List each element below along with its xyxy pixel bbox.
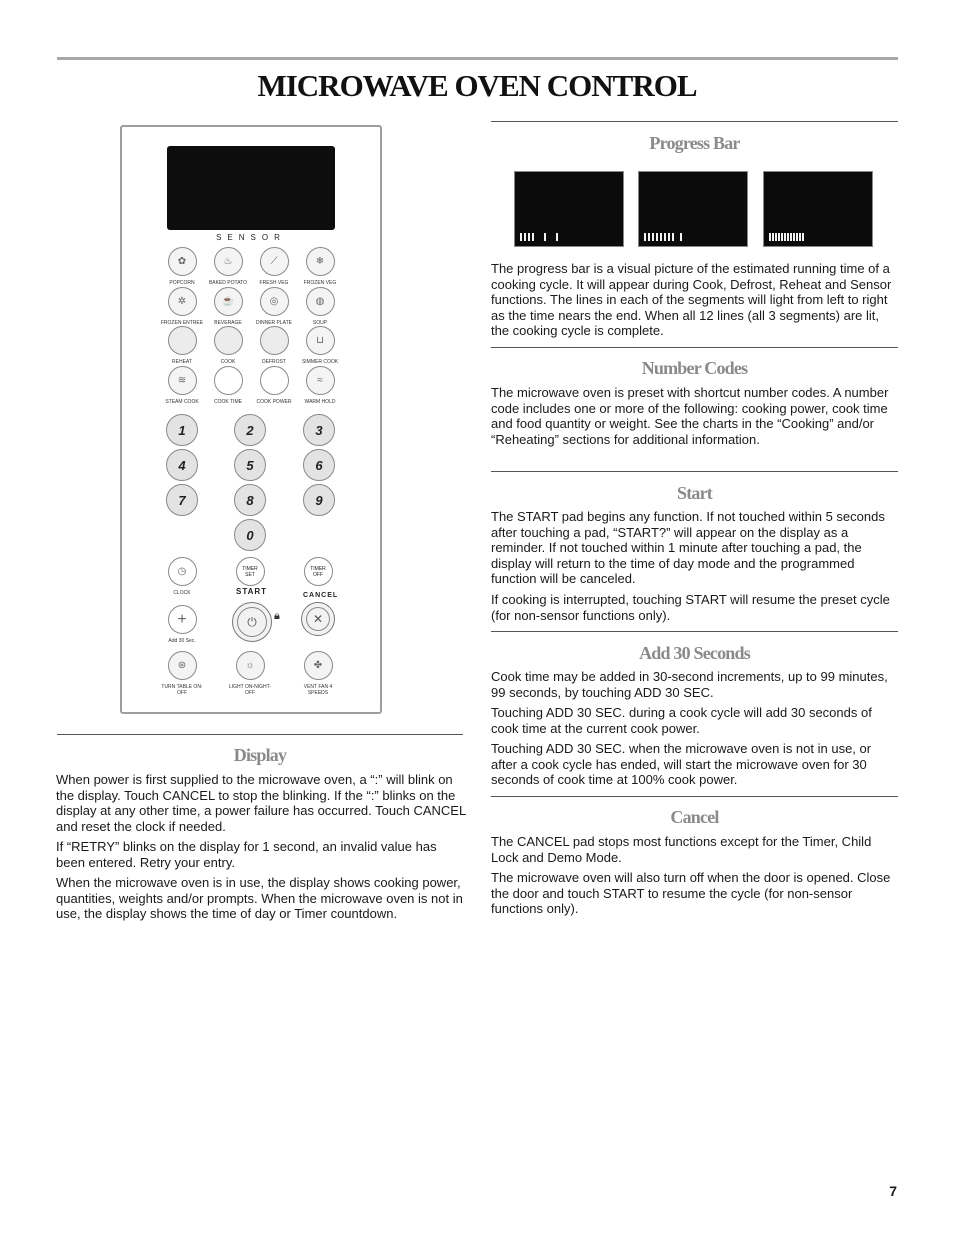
progress-tick [540,233,542,241]
progress-tick [528,233,530,241]
carrot-icon: ⟋ [260,247,289,276]
number-3-button[interactable]: 3 [303,414,335,446]
progress-ticks-2 [644,233,692,241]
soup-pad[interactable] [298,287,342,326]
progress-bar-section-rule [491,121,898,122]
steam-icon: ≋ [168,366,197,395]
defrost-pad[interactable] [252,326,296,365]
progress-tick [544,233,546,241]
start-section-rule [491,471,898,472]
defrost-button [260,326,289,355]
cook-label: COOK [220,359,236,365]
display-paragraph-2: If “RETRY” blinks on the display for 1 second, an invalid value has been entered. Retry your entry. [56,839,437,870]
progress-tick [684,233,686,241]
light-label: LIGHT ON-NIGHT-OFF [228,684,272,696]
cancel-x-icon: ✕ [306,607,330,631]
warm-hold-label: WARM HOLD [304,399,336,405]
progress-tick [781,233,783,241]
progress-tick [660,233,662,241]
add-30-sec-label: Add 30 Sec. [168,638,196,644]
popcorn-icon: ✿ [168,247,197,276]
steam-cook-pad[interactable] [160,366,204,405]
number-codes-heading: Number Codes [641,358,748,378]
lock-icon: 🔒︎ [274,610,280,622]
display-paragraph-3: When the microwave oven is in use, the display shows cooking power, quantities, weights and/or prompts. When the microwave oven is not in use, the display shows the time of day or Timer countdown. [56,875,463,921]
warm-hold-pad[interactable] [298,366,342,405]
number-7-button[interactable]: 7 [166,484,198,516]
beverage-label: BEVERAGE [214,320,242,326]
progress-tick [799,233,801,241]
progress-tick [784,233,786,241]
progress-tick [560,233,562,241]
number-0-button[interactable]: 0 [234,519,266,551]
timer-set-button: TIMER SET [236,557,265,586]
cancel-paragraph-2: The microwave oven will also turn off when the door is opened. Close the door and touch START to resume the cycle (for non-sensor functions only). [491,870,891,916]
progress-bar-heading: Progress Bar [649,133,740,153]
progress-tick [778,233,780,241]
page-title: MICROWAVE OVEN CONTROL [257,68,697,103]
frozen-veg-label: FROZEN VEG [303,280,337,286]
turntable-icon: ⊛ [168,651,197,680]
steam-cook-label: STEAM COOK [165,399,199,405]
vent-fan-label: VENT FAN 4 SPEEDS [303,684,333,696]
fan-icon: ✤ [304,651,333,680]
progress-tick [672,233,674,241]
sensor-label: SENSOR [216,233,286,242]
light-pad[interactable] [226,651,274,696]
potato-icon: ♨ [214,247,243,276]
progress-bar-segment-2 [638,171,748,247]
power-icon: ⏻ [237,607,267,637]
reheat-label: REHEAT [172,359,192,365]
simmer-cook-label: SIMMER COOK [301,359,339,365]
cancel-button[interactable] [301,602,335,636]
start-paragraph-1: The START pad begins any function. If not touched within 5 seconds after touching a pad, “START?” will appear on the display as a reminder. If not touched within 1 minute after touching a pad, the display will return to the time of day mode and the programmed function will be canceled. [491,509,885,586]
top-rule [57,57,898,60]
progress-tick [676,233,678,241]
cook-power-label: COOK POWER [256,399,292,405]
number-4-button[interactable]: 4 [166,449,198,481]
progress-ticks-1 [520,233,568,241]
plate-icon: ◎ [260,287,289,316]
fresh-veg-pad[interactable] [252,247,296,286]
warm-icon: ≈ [306,366,335,395]
progress-tick [648,233,650,241]
cook-power-pad[interactable] [252,366,296,405]
dinner-plate-label: DINNER PLATE [255,320,293,326]
panel-display-screen [167,146,335,230]
number-2-button[interactable]: 2 [234,414,266,446]
baked-potato-pad[interactable] [206,247,250,286]
cancel-label: CANCEL [303,592,339,599]
reheat-button [168,326,197,355]
clock-label: CLOCK [173,590,191,596]
dinner-plate-pad[interactable] [252,287,296,326]
clock-icon: ◷ [168,557,197,586]
progress-tick [552,233,554,241]
display-heading: Display [233,745,287,765]
cook-button [214,326,243,355]
number-1-button[interactable]: 1 [166,414,198,446]
number-8-button[interactable]: 8 [234,484,266,516]
progress-tick [787,233,789,241]
progress-tick [532,233,534,241]
popcorn-pad[interactable] [160,247,204,286]
progress-tick [793,233,795,241]
start-heading: Start [677,483,712,503]
pot-icon: ⊔ [306,326,335,355]
progress-tick [688,233,690,241]
start-paragraph-2: If cooking is interrupted, touching START will resume the preset cycle (for non-sensor functions only). [491,592,890,623]
progress-ticks-3 [769,233,805,241]
cook-time-button [214,366,243,395]
soup-label: SOUP [312,320,328,326]
turntable-pad[interactable] [158,651,206,696]
cook-pad[interactable] [206,326,250,365]
cook-time-label: COOK TIME [214,399,242,405]
simmer-cook-pad[interactable] [298,326,342,365]
baked-potato-label: BAKED POTATO [208,280,248,286]
progress-tick [644,233,646,241]
timer-off-button: TIMER OFF [304,557,333,586]
cook-time-pad[interactable] [206,366,250,405]
number-5-button[interactable]: 5 [234,449,266,481]
progress-tick [796,233,798,241]
add-30-seconds-section-rule [491,631,898,632]
display-paragraph-1: When power is first supplied to the microwave oven, a “:” will blink on the display. Touch CANCEL to stop the blinking. If the “:” blinks on the display at any other time, a power failure has occurred. Touch CANCEL and reset the clock if needed. [56,772,466,834]
cancel-section-rule [491,796,898,797]
progress-tick [564,233,566,241]
add-30-seconds-paragraph-2: Touching ADD 30 SEC. during a cook cycle will add 30 seconds of cook time at the current cook power. [491,705,872,736]
bowl-icon: ◍ [306,287,335,316]
progress-tick [664,233,666,241]
progress-tick [556,233,558,241]
progress-tick [668,233,670,241]
progress-tick [802,233,804,241]
start-button[interactable] [232,602,272,642]
progress-bar-paragraph: The progress bar is a visual picture of the estimated running time of a cooking cycle. It will appear during Cook, Defrost, Reheat and Sensor functions. The lines in each of the segments will light from left to right as the time nears the end. When all 12 lines (all 3 segments) are lit, the cooking cycle is complete. [491,261,892,338]
cancel-heading: Cancel [670,807,719,827]
progress-tick [536,233,538,241]
progress-tick [680,233,682,241]
progress-tick [652,233,654,241]
progress-tick [775,233,777,241]
frozen-entree-pad[interactable] [160,287,204,326]
vent-fan-pad[interactable] [294,651,342,696]
fresh-veg-label: FRESH VEG [259,280,289,286]
timer-set-pad[interactable] [230,557,270,586]
progress-tick [772,233,774,241]
beverage-pad[interactable] [206,287,250,326]
add-30-seconds-heading: Add 30 Seconds [639,643,750,663]
frozen-veg-icon: ❄ [306,247,335,276]
timer-off-pad[interactable] [298,557,338,586]
number-9-button[interactable]: 9 [303,484,335,516]
turntable-label: TURN TABLE ON-OFF [161,684,203,696]
cancel-paragraph-1: The CANCEL pad stops most functions except for the Timer, Child Lock and Demo Mode. [491,834,872,865]
add-30-seconds-paragraph-3: Touching ADD 30 SEC. when the microwave oven is not in use, or after a cook cycle has ended, will start the microwave oven for 30 seconds of cook time at 100% cook power. [491,741,872,787]
page-number: 7 [889,1183,897,1199]
number-6-button[interactable]: 6 [303,449,335,481]
defrost-label: DEFROST [262,359,286,365]
cook-power-button [260,366,289,395]
snowflake-icon: ✲ [168,287,197,316]
progress-bar-segment-3 [763,171,873,247]
control-panel-illustration [120,125,382,714]
number-codes-section-rule [491,347,898,348]
cup-icon: ☕ [214,287,243,316]
add-30-sec-pad[interactable] [162,605,202,644]
number-codes-paragraph: The microwave oven is preset with shortcut number codes. A number code includes one or more of the following: cooking power, cook time and food quantity or weight. See the charts in the “Cooking” and/or “Reheating” sections for additional information. [491,385,889,447]
progress-tick [524,233,526,241]
frozen-entree-label: FROZEN ENTREE [160,320,204,326]
start-label: START [236,587,268,596]
clock-pad[interactable] [162,557,202,596]
display-section-rule [57,734,463,735]
popcorn-label: POPCORN [169,280,195,286]
progress-tick [790,233,792,241]
progress-tick [769,233,771,241]
progress-tick [548,233,550,241]
progress-bar-segment-1 [514,171,624,247]
light-bulb-icon: ☼ [236,651,265,680]
add-30-seconds-paragraph-1: Cook time may be added in 30-second increments, up to 99 minutes, 99 seconds, by touching ADD 30 SEC. [491,669,888,700]
reheat-pad[interactable] [160,326,204,365]
frozen-veg-pad[interactable] [298,247,342,286]
plus-icon: + [168,605,197,634]
progress-tick [656,233,658,241]
progress-tick [520,233,522,241]
